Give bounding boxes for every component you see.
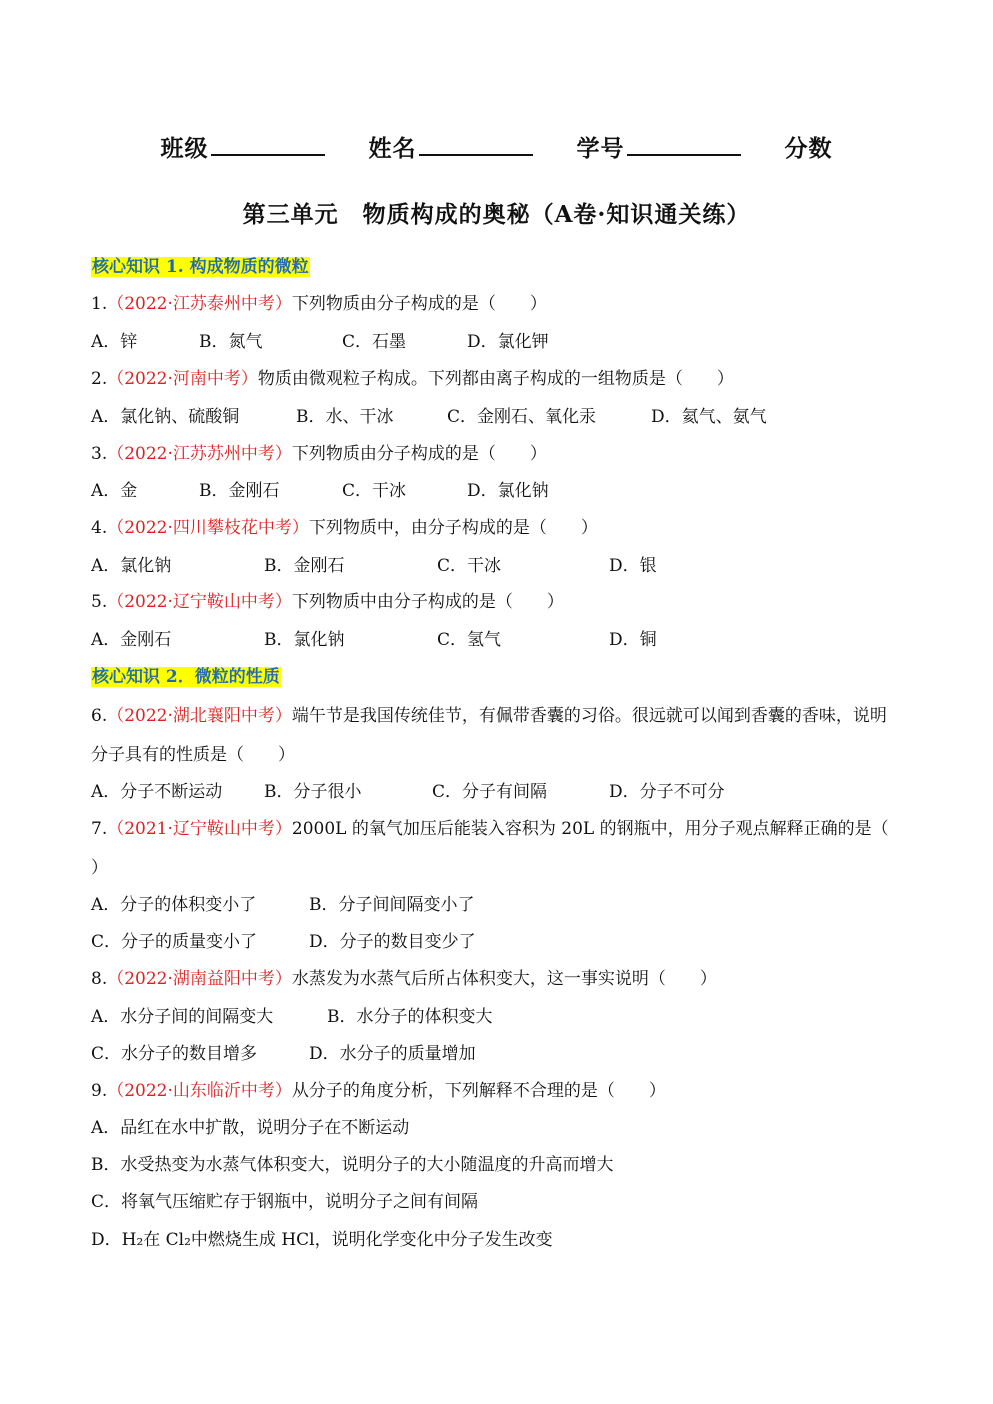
option-a[interactable]: A．锌 [91, 332, 138, 352]
option-row [91, 330, 911, 354]
question-stem: 7.（2021·辽宁鞍山中考）2000L 的氧气加压后能装入容积为 20L 的钢瓶中，用分子观点解释正确的是（ [91, 819, 889, 839]
question-stem: 1.（2022·江苏泰州中考）下列物质由分子构成的是（ ） [91, 294, 547, 314]
option-c[interactable]: C．干冰 [342, 481, 407, 501]
option-b[interactable]: B．氮气 [199, 332, 263, 352]
question-stem: 9.（2022·山东临沂中考）从分子的角度分析，下列解释不合理的是（ ） [91, 1081, 666, 1101]
option-a[interactable]: A．氯化钠 [91, 556, 172, 576]
section-heading: 核心知识 1. 构成物质的微粒 [92, 257, 309, 277]
option-c[interactable]: C．金刚石、氧化汞 [447, 407, 597, 427]
option-d[interactable]: D．分子不可分 [609, 782, 725, 802]
option-c[interactable]: C．干冰 [437, 556, 502, 576]
option-a[interactable]: A．金刚石 [91, 630, 172, 650]
section-heading: 核心知识 2．微粒的性质 [92, 667, 280, 687]
option-d[interactable]: D．氦气、氨气 [651, 407, 767, 427]
question-stem: 2.（2022·河南中考）物质由微观粒子构成。下列都由离子构成的一组物质是（ ） [91, 369, 734, 389]
question-stem: 6.（2022·湖北襄阳中考）端午节是我国传统佳节，有佩带香囊的习俗。很远就可以闻到香囊的香味，说明 [91, 706, 887, 726]
option-a[interactable]: A．氯化钠、硫酸铜 [91, 407, 240, 427]
option-a[interactable]: A．分子不断运动 [91, 782, 223, 802]
question-stem: 5.（2022·辽宁鞍山中考）下列物质中由分子构成的是（ ） [91, 592, 564, 612]
question-stem: 3.（2022·江苏苏州中考）下列物质由分子构成的是（ ） [91, 444, 547, 464]
question-stem: 4.（2022·四川攀枝花中考）下列物质中，由分子构成的是（ ） [91, 518, 598, 538]
class-blank[interactable] [211, 134, 325, 156]
option-c[interactable]: C．将氧气压缩贮存于钢瓶中，说明分子之间有间隔 [91, 1192, 479, 1212]
question-stem-continued: 分子具有的性质是（ ） [91, 745, 295, 765]
option-row [91, 479, 911, 503]
option-b[interactable]: B．水受热变为水蒸气体积变大，说明分子的大小随温度的升高而增大 [91, 1155, 614, 1175]
option-b[interactable]: B．金刚石 [199, 481, 280, 501]
option-b[interactable]: B．分子很小 [264, 782, 362, 802]
option-d[interactable]: D．铜 [609, 630, 657, 650]
question-stem-continued: ） [91, 858, 108, 878]
option-row [91, 628, 911, 652]
page-title: 第三单元 物质构成的奥秘（A卷·知识通关练） [242, 201, 751, 228]
option-a[interactable]: A．品红在水中扩散，说明分子在不断运动 [91, 1118, 410, 1138]
option-b[interactable]: B．水分子的体积变大 [327, 1007, 493, 1027]
option-d[interactable]: D．水分子的质量增加 [309, 1044, 476, 1064]
option-b[interactable]: B．分子间间隔变小了 [309, 895, 475, 915]
option-row [91, 1005, 911, 1029]
option-d[interactable]: D．分子的数目变少了 [309, 932, 476, 952]
option-c[interactable]: C．水分子的数目增多 [91, 1044, 258, 1064]
name-blank[interactable] [419, 134, 533, 156]
option-d[interactable]: D．H₂在 Cl₂中燃烧生成 HCl，说明化学变化中分子发生改变 [91, 1230, 553, 1250]
option-row [91, 930, 911, 954]
option-b[interactable]: B．氯化钠 [264, 630, 345, 650]
option-c[interactable]: C．分子有间隔 [432, 782, 548, 802]
option-a[interactable]: A．分子的体积变小了 [91, 895, 257, 915]
class-field[interactable]: 班级 [161, 130, 325, 163]
student-info-line [0, 130, 993, 163]
option-row [91, 780, 911, 804]
id-blank[interactable] [627, 134, 741, 156]
option-b[interactable]: B．金刚石 [264, 556, 345, 576]
name-field[interactable]: 姓名 [369, 130, 533, 163]
option-d[interactable]: D．氯化钠 [467, 481, 549, 501]
option-d[interactable]: D．氯化钾 [467, 332, 549, 352]
question-stem: 8.（2022·湖南益阳中考）水蒸发为水蒸气后所占体积变大，这一事实说明（ ） [91, 969, 717, 989]
option-row [91, 1042, 911, 1066]
option-b[interactable]: B．水、干冰 [296, 407, 394, 427]
option-c[interactable]: C．石墨 [342, 332, 407, 352]
score-field: 分数 [784, 135, 833, 162]
option-d[interactable]: D．银 [609, 556, 657, 576]
option-row [91, 405, 911, 429]
id-field[interactable]: 学号 [577, 130, 741, 163]
option-c[interactable]: C．分子的质量变小了 [91, 932, 258, 952]
option-row [91, 893, 911, 917]
option-a[interactable]: A．金 [91, 481, 138, 501]
option-row [91, 554, 911, 578]
option-c[interactable]: C．氢气 [437, 630, 502, 650]
option-a[interactable]: A．水分子间的间隔变大 [91, 1007, 274, 1027]
